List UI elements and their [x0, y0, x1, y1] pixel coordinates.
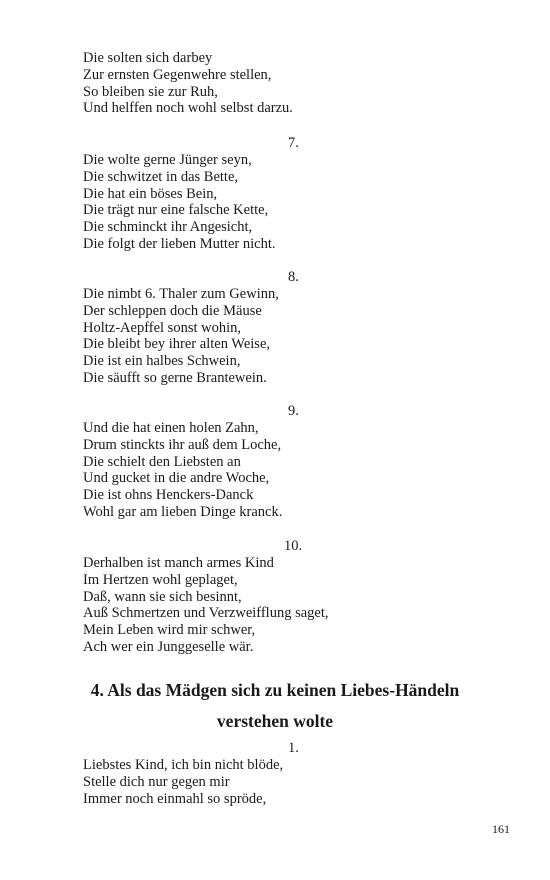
- verse-line: Der schleppen doch die Mäuse: [83, 302, 262, 319]
- verse-line: Die schwitzet in das Bette,: [83, 168, 239, 185]
- verse-line: Die hat ein böses Bein,: [83, 185, 218, 202]
- verse-line: Die ist ohns Henckers-Danck: [83, 487, 254, 504]
- poem-title-line-1: 4. Als das Mädgen sich zu keinen Liebes-Händeln: [90, 680, 460, 700]
- verse-line: Derhalben ist manch armes Kind: [83, 555, 274, 571]
- stanza-8: [83, 286, 383, 387]
- verse-line: Die schminckt ihr Angesicht,: [83, 219, 253, 236]
- verse-line: Liebstes Kind, ich bin nicht blöde,: [83, 757, 284, 773]
- verse-line: Daß, wann sie sich besinnt,: [83, 588, 242, 605]
- poem-4-stanza-1: [83, 757, 383, 807]
- verse-line: Stelle dich nur gegen mir: [83, 773, 230, 790]
- verse-line: Und die hat einen holen Zahn,: [83, 420, 259, 436]
- stanza-number: 9.: [288, 403, 299, 419]
- verse-line: Die bleibt bey ihrer alten Weise,: [83, 336, 270, 353]
- stanza-number: 10.: [284, 538, 303, 554]
- verse-line: Die trägt nur eine falsche Kette,: [83, 202, 269, 219]
- verse-line: Auß Schmertzen und Verzweifflung saget,: [83, 605, 329, 622]
- stanza-number: 7.: [288, 135, 299, 151]
- stanza-number: 8.: [288, 269, 299, 285]
- verse-line: Und helffen noch wohl selbst darzu.: [83, 100, 293, 117]
- verse-line: Die nimbt 6. Thaler zum Gewinn,: [83, 286, 279, 302]
- verse-line: Und gucket in die andre Woche,: [83, 470, 270, 487]
- stanza-10: [83, 555, 383, 656]
- verse-line: Immer noch einmahl so spröde,: [83, 790, 267, 807]
- stanza-9: [83, 420, 383, 521]
- stanza-6-end: [83, 50, 383, 117]
- verse-line: Im Hertzen wohl geplaget,: [83, 571, 238, 588]
- verse-line: Die solten sich darbey: [83, 50, 213, 66]
- stanza-7: [83, 152, 383, 253]
- verse-line: So bleiben sie zur Ruh,: [83, 83, 218, 100]
- verse-line: Die ist ein halbes Schwein,: [83, 353, 241, 370]
- poem-title-line-2: verstehen wolte: [216, 711, 334, 731]
- stanza-number: 1.: [288, 740, 299, 756]
- verse-line: Drum stinckts ihr auß dem Loche,: [83, 436, 282, 453]
- verse-line: Die säufft so gerne Brantewein.: [83, 369, 267, 386]
- verse-line: Die wolte gerne Jünger seyn,: [83, 152, 252, 168]
- page-number: 161: [492, 822, 510, 836]
- verse-line: Zur ernsten Gegenwehre stellen,: [83, 66, 272, 83]
- verse-line: Holtz-Aepffel sonst wohin,: [83, 319, 241, 336]
- verse-line: Wohl gar am lieben Dinge kranck.: [83, 503, 283, 520]
- verse-line: Mein Leben wird mir schwer,: [83, 622, 256, 639]
- verse-line: Die folgt der lieben Mutter nicht.: [83, 235, 276, 252]
- verse-line: Ach wer ein Junggeselle wär.: [83, 638, 254, 655]
- verse-line: Die schielt den Liebsten an: [83, 453, 241, 470]
